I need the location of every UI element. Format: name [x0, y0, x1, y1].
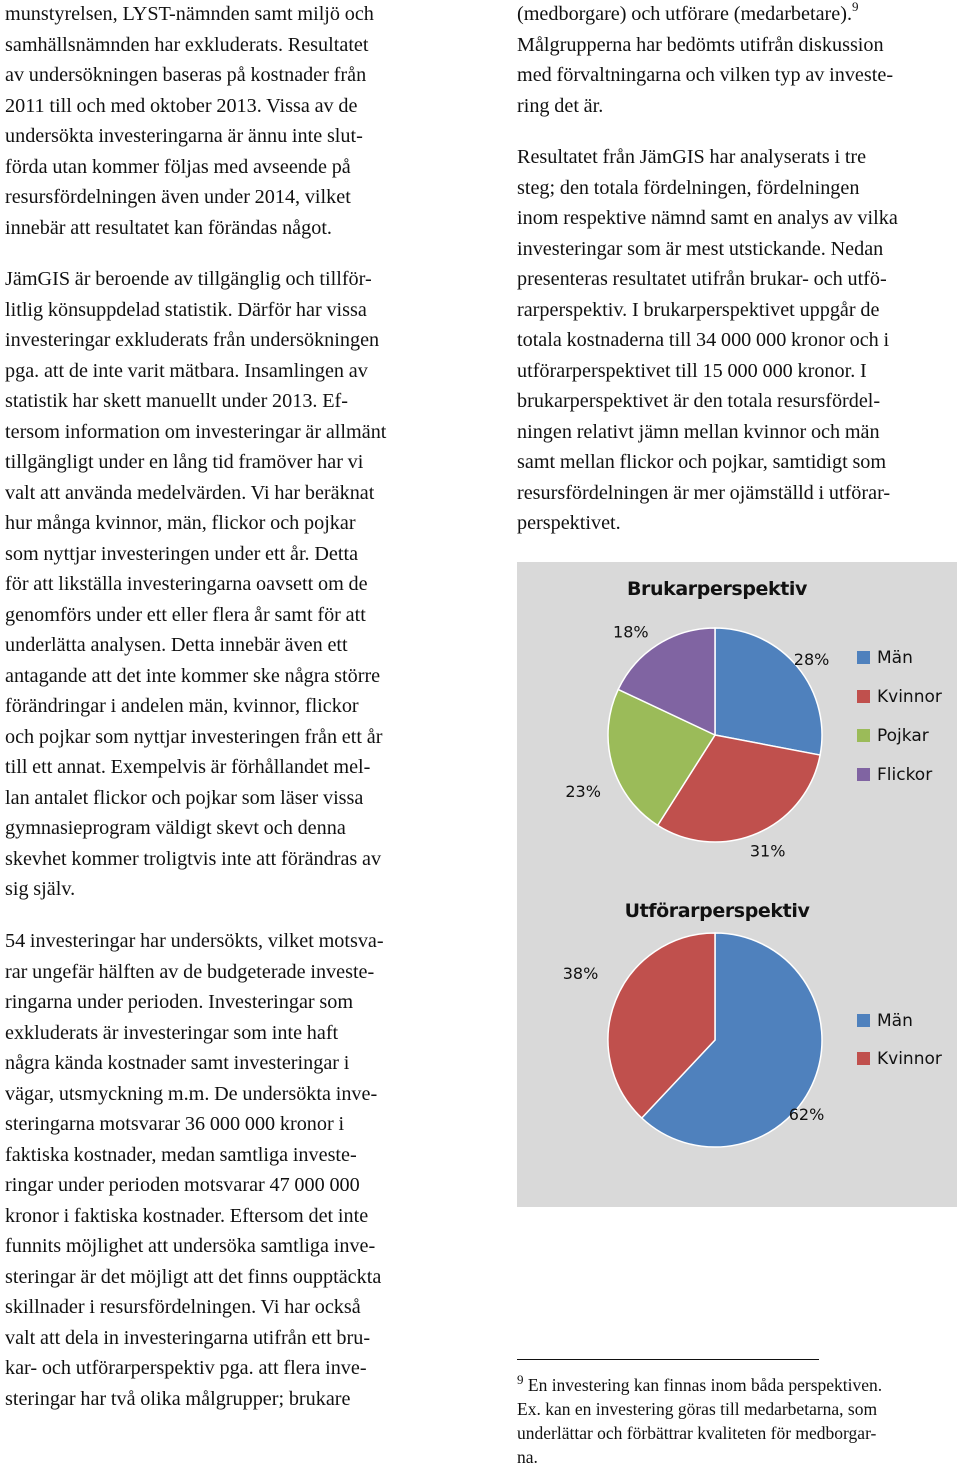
legend-swatch [857, 1014, 870, 1027]
pie-chart-brukarperspektiv [517, 562, 857, 862]
legend-item-pojkar [857, 726, 929, 746]
legend-item-kvinnor [857, 1049, 942, 1069]
footnote-text-rest: Ex. kan en investering göras till medarbetarna, som underlättar och förbättrar kvaliteten för medborgar- na. [517, 1399, 878, 1467]
chart-panel [517, 562, 957, 1207]
data-label-pojkar: 23% [565, 781, 601, 801]
legend-label: Kvinnor [877, 687, 942, 707]
data-label-mn: 62% [788, 1104, 825, 1124]
data-label-kvinnor: 31% [749, 841, 786, 861]
footnote [517, 1373, 960, 1469]
paragraph-statistics: JämGIS är beroende av tillgänglig och tillför- litlig könsuppdelad statistik. Därför har vissa investeringar exkluderats från undersökningen pga. att de inte varit mätbara. Insamlingen av statistik har skett manuellt under 2013. Ef- tersom information om investeringar är allmänt tillgängligt under en lång tid framöver har vi valt att använda medelvärden. Vi har beräknat hur många kvinnor, män, flickor och pojkar som nyttjar investeringen under ett år. Detta för att likställa investeringarna oavsett om de genomförs under ett eller flera år samt för att underlätta analysen. Detta innebär även ett antagande att det inte kommer ske några större förändringar i andelen män, kvinnor, flickor och pojkar som nyttjar investeringen från ett år till ett annat. Exempelvis är förhållandet mel- lan antalet flickor och pojkar som läser vissa gymnasieprogram väldigt skevt och denna skevhet kommer troligtvis inte att förändras av sig själv. [5, 268, 387, 900]
data-label-mn: 28% [793, 649, 830, 669]
legend-label: Flickor [877, 765, 933, 785]
legend-item-mn [857, 648, 913, 668]
paragraph-target-groups-first: (medborgare) och utförare (medarbetare). [517, 3, 852, 25]
paragraph-target-groups [517, 0, 893, 121]
legend-swatch [857, 690, 870, 703]
legend-swatch [857, 729, 870, 742]
footnote-number: 9 [517, 1372, 524, 1387]
footnote-divider [517, 1359, 819, 1360]
paragraph-results: Resultatet från JämGIS har analyserats i tre steg; den totala fördelningen, fördelningen inom respektive nämnd samt en analys av vilka investeringar som är mest utstickande. Nedan presenteras resultatet utifrån brukar- och utfö- rarperspektiv. I brukarperspektivet uppgår de totala kostnaderna till 34 000 000 kronor och i utförarperspektivet till 15 000 000 kronor. I brukarperspektivet är den totala resursfördel- ningen relativt jämn mellan kvinnor och män samt mellan flickor och pojkar, samtidigt som resursfördelningen är mer ojämställd i utförar- perspektivet. [517, 146, 898, 534]
legend-swatch [857, 768, 870, 781]
legend-item-kvinnor [857, 687, 942, 707]
pie-slice-mn [715, 628, 822, 755]
pie-chart-utforarperspektiv [517, 882, 857, 1182]
paragraph-exclusions: munstyrelsen, LYST-nämnden samt miljö och samhällsnämnden har exkluderats. Resultatet av undersökningen baseras på kostnader från 2011 till och med oktober 2013. Vissa av de undersökta investeringarna är ännu inte slut- förda utan kommer följas med avseende på resursfördelningen även under 2014, vilket innebär att resultatet kan förändas något. [5, 3, 374, 239]
legend-label: Män [877, 1011, 913, 1031]
legend-swatch [857, 651, 870, 664]
data-label-kvinnor: 38% [562, 964, 599, 984]
footnote-reference[interactable]: 9 [852, 0, 859, 14]
chart-title-utforarperspektiv: Utförarperspektiv [624, 900, 810, 922]
chart-title-brukarperspektiv: Brukarperspektiv [626, 578, 808, 600]
legend-swatch [857, 1052, 870, 1065]
legend-label: Män [877, 648, 913, 668]
legend-item-flickor [857, 765, 932, 785]
legend-label: Kvinnor [877, 1049, 942, 1069]
data-label-flickor: 18% [613, 622, 649, 642]
legend-item-mn [857, 1011, 913, 1031]
legend-label: Pojkar [877, 726, 929, 746]
paragraph-target-groups-rest: Målgrupperna har bedömts utifrån diskussion med förvaltningarna och vilken typ av investe- ring det är. [517, 33, 894, 117]
footnote-text-first: En investering kan finnas inom båda perspektiven. [523, 1375, 883, 1395]
paragraph-investments: 54 investeringar har undersökts, vilket motsva- rar ungefär hälften av de budgeterade investe- ringarna under perioden. Investeringar som exkluderats är investeringar som inte haft några kända kostnader samt investeringar i vägar, utsmyckning m.m. De undersökta inve- steringarna motsvarar 36 000 000 kronor i faktiska kostnader, medan samtliga investe- ringar under perioden motsvarar 47 000 000 kronor i faktiska kostnader. Eftersom det inte funnits möjlighet att undersöka samtliga inve- steringar är det möjligt att det finns oupptäckta skillnader i resursfördelningen. Vi har också valt att dela in investeringarna utifrån ett bru- kar- och utförarperspektiv pga. att flera inve- steringar har två olika målgrupper; brukare [5, 930, 384, 1410]
